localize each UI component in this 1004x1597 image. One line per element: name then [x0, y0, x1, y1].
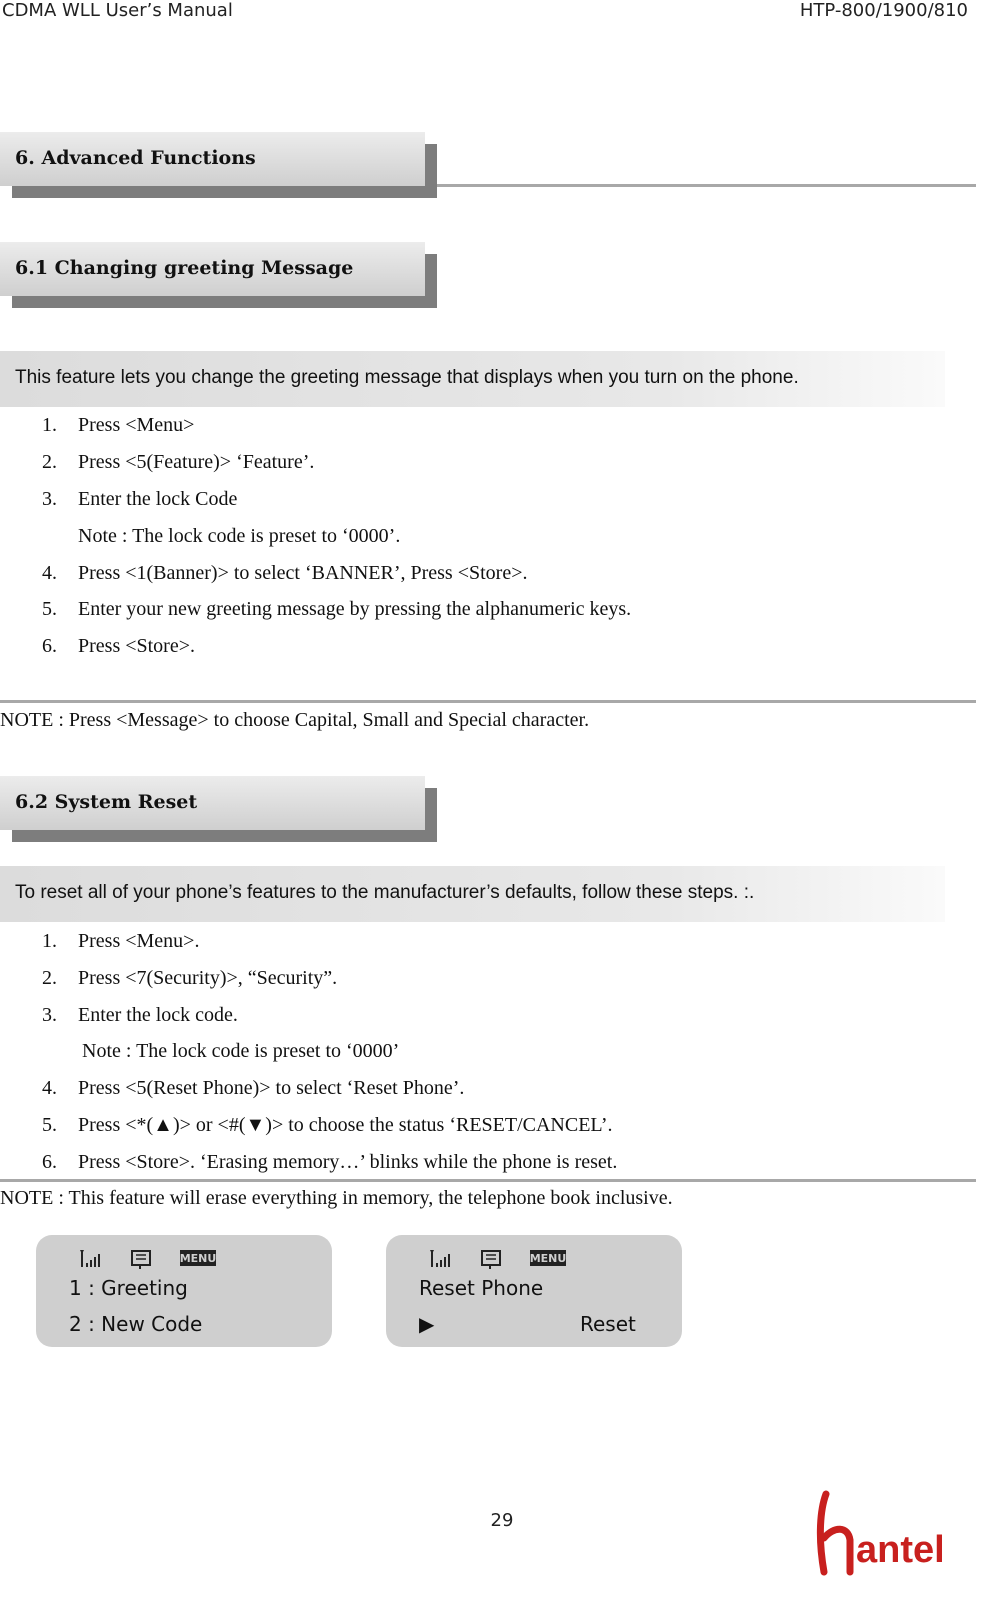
- phonebook-icon: [132, 1251, 150, 1269]
- section-6-1-title: 6.1 Changing greeting Message: [15, 257, 354, 279]
- section-6-1-intro: This feature lets you change the greeting message that displays when you turn on the phone.: [15, 367, 799, 388]
- section-6-1-tab: [0, 242, 425, 296]
- lcd-line-2-value: Reset: [580, 1312, 636, 1336]
- section-6-2-note: NOTE : This feature will erase everything in memory, the telephone book inclusive.: [0, 1187, 673, 1209]
- section-6-2-title: 6.2 System Reset: [15, 791, 198, 813]
- section-6-rule: [437, 184, 976, 187]
- menu-icon: [180, 1250, 217, 1266]
- svg-text:MENU: MENU: [529, 1252, 567, 1265]
- section-6-title: 6. Advanced Functions: [15, 147, 256, 169]
- section-6-2-intro: To reset all of your phone’s features to the manufacturer’s defaults, follow these steps. :.: [15, 882, 755, 903]
- hantel-logo: [812, 1488, 992, 1578]
- section-6-2-intro-box: [0, 866, 945, 922]
- logo-wordmark: antel: [856, 1529, 945, 1571]
- signal-icon: [80, 1250, 100, 1267]
- section-6-tab: [0, 132, 425, 186]
- page-number: 29: [490, 1510, 514, 1531]
- menu-icon: [530, 1250, 567, 1266]
- lcd-line-2: 2 : New Code: [69, 1312, 203, 1336]
- svg-text:MENU: MENU: [179, 1252, 217, 1265]
- section-6-1-intro-box: [0, 351, 945, 407]
- phonebook-icon: [482, 1251, 500, 1269]
- section-6-2-note-rule: [0, 1179, 976, 1182]
- signal-icon: [430, 1250, 450, 1267]
- lcd-arrow: ▶: [419, 1312, 435, 1336]
- section-6-1-note: NOTE : Press <Message> to choose Capital, Small and Special character.: [0, 709, 590, 731]
- header-model-number: HTP-800/1900/810: [799, 0, 968, 21]
- lcd-status-icons: [430, 1247, 580, 1269]
- section-6-2-tab: [0, 776, 425, 830]
- header-manual-title: CDMA WLL User’s Manual: [2, 0, 233, 21]
- lcd-line-1: Reset Phone: [419, 1276, 544, 1300]
- lcd-status-icons: [80, 1247, 230, 1269]
- lcd-line-1: 1 : Greeting: [69, 1276, 188, 1300]
- lcd-screen-greeting: [36, 1235, 332, 1347]
- section-6-1-note-rule: [0, 700, 976, 703]
- lcd-screen-reset: [386, 1235, 682, 1347]
